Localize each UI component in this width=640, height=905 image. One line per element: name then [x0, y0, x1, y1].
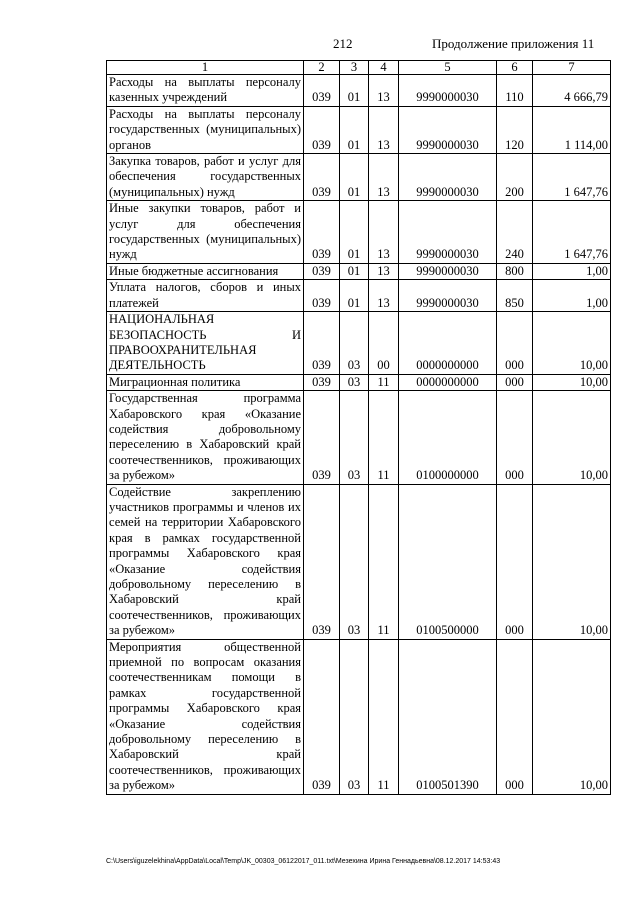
table-row — [107, 484, 611, 639]
expense-type-code: 000 — [497, 374, 533, 390]
table-row — [107, 280, 611, 312]
target-code: 9990000030 — [399, 154, 497, 201]
target-code: 0100000000 — [399, 391, 497, 484]
table-row — [107, 639, 611, 794]
target-code: 9990000030 — [399, 280, 497, 312]
amount: 1,00 — [533, 263, 611, 279]
amount: 10,00 — [533, 391, 611, 484]
section-code: 01 — [340, 75, 369, 107]
expense-type-code: 000 — [497, 484, 533, 639]
subsection-code: 13 — [369, 263, 399, 279]
expense-type-code: 850 — [497, 280, 533, 312]
target-code: 9990000030 — [399, 201, 497, 264]
amount: 10,00 — [533, 639, 611, 794]
column-header: 6 — [497, 61, 533, 75]
target-code: 0000000000 — [399, 374, 497, 390]
table-row — [107, 374, 611, 390]
amount: 1,00 — [533, 280, 611, 312]
row-name: Государственная программа Хабаровского края «Оказание содействия добровольному переселению в Хабаровский край соотечественников, проживающих за рубежом» — [107, 391, 304, 484]
amount: 1 647,76 — [533, 154, 611, 201]
subsection-code: 11 — [369, 484, 399, 639]
subsection-code: 13 — [369, 201, 399, 264]
amount: 1 114,00 — [533, 106, 611, 153]
row-name: Расходы на выплаты персоналу казенных учреждений — [107, 75, 304, 107]
expense-type-code: 000 — [497, 639, 533, 794]
section-code: 03 — [340, 391, 369, 484]
section-code: 03 — [340, 484, 369, 639]
admin-code: 039 — [304, 639, 340, 794]
admin-code: 039 — [304, 106, 340, 153]
amount: 4 666,79 — [533, 75, 611, 107]
amount: 10,00 — [533, 374, 611, 390]
row-name: Миграционная политика — [107, 374, 304, 390]
table-row — [107, 106, 611, 153]
expense-type-code: 000 — [497, 312, 533, 375]
section-code: 01 — [340, 280, 369, 312]
row-name: Содействие закреплению участников программы и членов их семей на территории Хабаровского края в рамках государственной программы Хабаровского края «Оказание содействия добровольному переселению в Хабаровский край соотечественников, проживающих за рубежом» — [107, 484, 304, 639]
expense-type-code: 110 — [497, 75, 533, 107]
page-number: 212 — [333, 36, 353, 51]
column-header: 5 — [399, 61, 497, 75]
amount: 10,00 — [533, 484, 611, 639]
expense-type-code: 240 — [497, 201, 533, 264]
table-row — [107, 154, 611, 201]
subsection-code: 11 — [369, 374, 399, 390]
document-footer-path: C:\Users\iguzelekhina\AppData\Local\Temp\JK_00303_06122017_011.txt\Мезехина Ирина Геннадьевна\08.12.2017 14:53:43 — [106, 858, 501, 865]
row-name: Иные бюджетные ассигнования — [107, 263, 304, 279]
row-name: Мероприятия общественной приемной по вопросам оказания соотечественникам помощи в рамках государственной программы Хабаровского края «Оказание содействия добровольному переселению в Хабаровский край соотечественников, проживающих за рубежом» — [107, 639, 304, 794]
admin-code: 039 — [304, 75, 340, 107]
subsection-code: 13 — [369, 154, 399, 201]
row-name: Расходы на выплаты персоналу государственных (муниципальных) органов — [107, 106, 304, 153]
section-code: 01 — [340, 263, 369, 279]
table-row — [107, 391, 611, 484]
target-code: 0100501390 — [399, 639, 497, 794]
target-code: 0000000000 — [399, 312, 497, 375]
table-row — [107, 75, 611, 107]
column-header: 1 — [107, 61, 304, 75]
table-row — [107, 312, 611, 375]
target-code: 9990000030 — [399, 75, 497, 107]
admin-code: 039 — [304, 201, 340, 264]
appendix-note: Продолжение приложения 11 — [432, 36, 595, 51]
subsection-code: 11 — [369, 639, 399, 794]
amount: 10,00 — [533, 312, 611, 375]
target-code: 9990000030 — [399, 263, 497, 279]
admin-code: 039 — [304, 391, 340, 484]
admin-code: 039 — [304, 312, 340, 375]
subsection-code: 11 — [369, 391, 399, 484]
admin-code: 039 — [304, 280, 340, 312]
column-header: 4 — [369, 61, 399, 75]
row-name: Закупка товаров, работ и услуг для обеспечения государственных (муниципальных) нужд — [107, 154, 304, 201]
subsection-code: 13 — [369, 280, 399, 312]
expense-type-code: 200 — [497, 154, 533, 201]
admin-code: 039 — [304, 154, 340, 201]
target-code: 9990000030 — [399, 106, 497, 153]
target-code: 0100500000 — [399, 484, 497, 639]
expense-type-code: 000 — [497, 391, 533, 484]
subsection-code: 13 — [369, 75, 399, 107]
section-code: 01 — [340, 201, 369, 264]
section-code: 03 — [340, 639, 369, 794]
section-code: 01 — [340, 154, 369, 201]
section-code: 03 — [340, 374, 369, 390]
budget-table — [106, 60, 611, 795]
row-name: Иные закупки товаров, работ и услуг для обеспечения государственных (муниципальных) нужд — [107, 201, 304, 264]
expense-type-code: 120 — [497, 106, 533, 153]
column-header: 7 — [533, 61, 611, 75]
column-header: 3 — [340, 61, 369, 75]
admin-code: 039 — [304, 484, 340, 639]
table-row — [107, 201, 611, 264]
amount: 1 647,76 — [533, 201, 611, 264]
subsection-code: 00 — [369, 312, 399, 375]
table-row — [107, 263, 611, 279]
subsection-code: 13 — [369, 106, 399, 153]
admin-code: 039 — [304, 263, 340, 279]
admin-code: 039 — [304, 374, 340, 390]
row-name: НАЦИОНАЛЬНАЯ БЕЗОПАСНОСТЬ И ПРАВООХРАНИТЕЛЬНАЯ ДЕЯТЕЛЬНОСТЬ — [107, 312, 304, 375]
section-code: 03 — [340, 312, 369, 375]
row-name: Уплата налогов, сборов и иных платежей — [107, 280, 304, 312]
column-header: 2 — [304, 61, 340, 75]
section-code: 01 — [340, 106, 369, 153]
column-number-row — [107, 61, 611, 75]
expense-type-code: 800 — [497, 263, 533, 279]
